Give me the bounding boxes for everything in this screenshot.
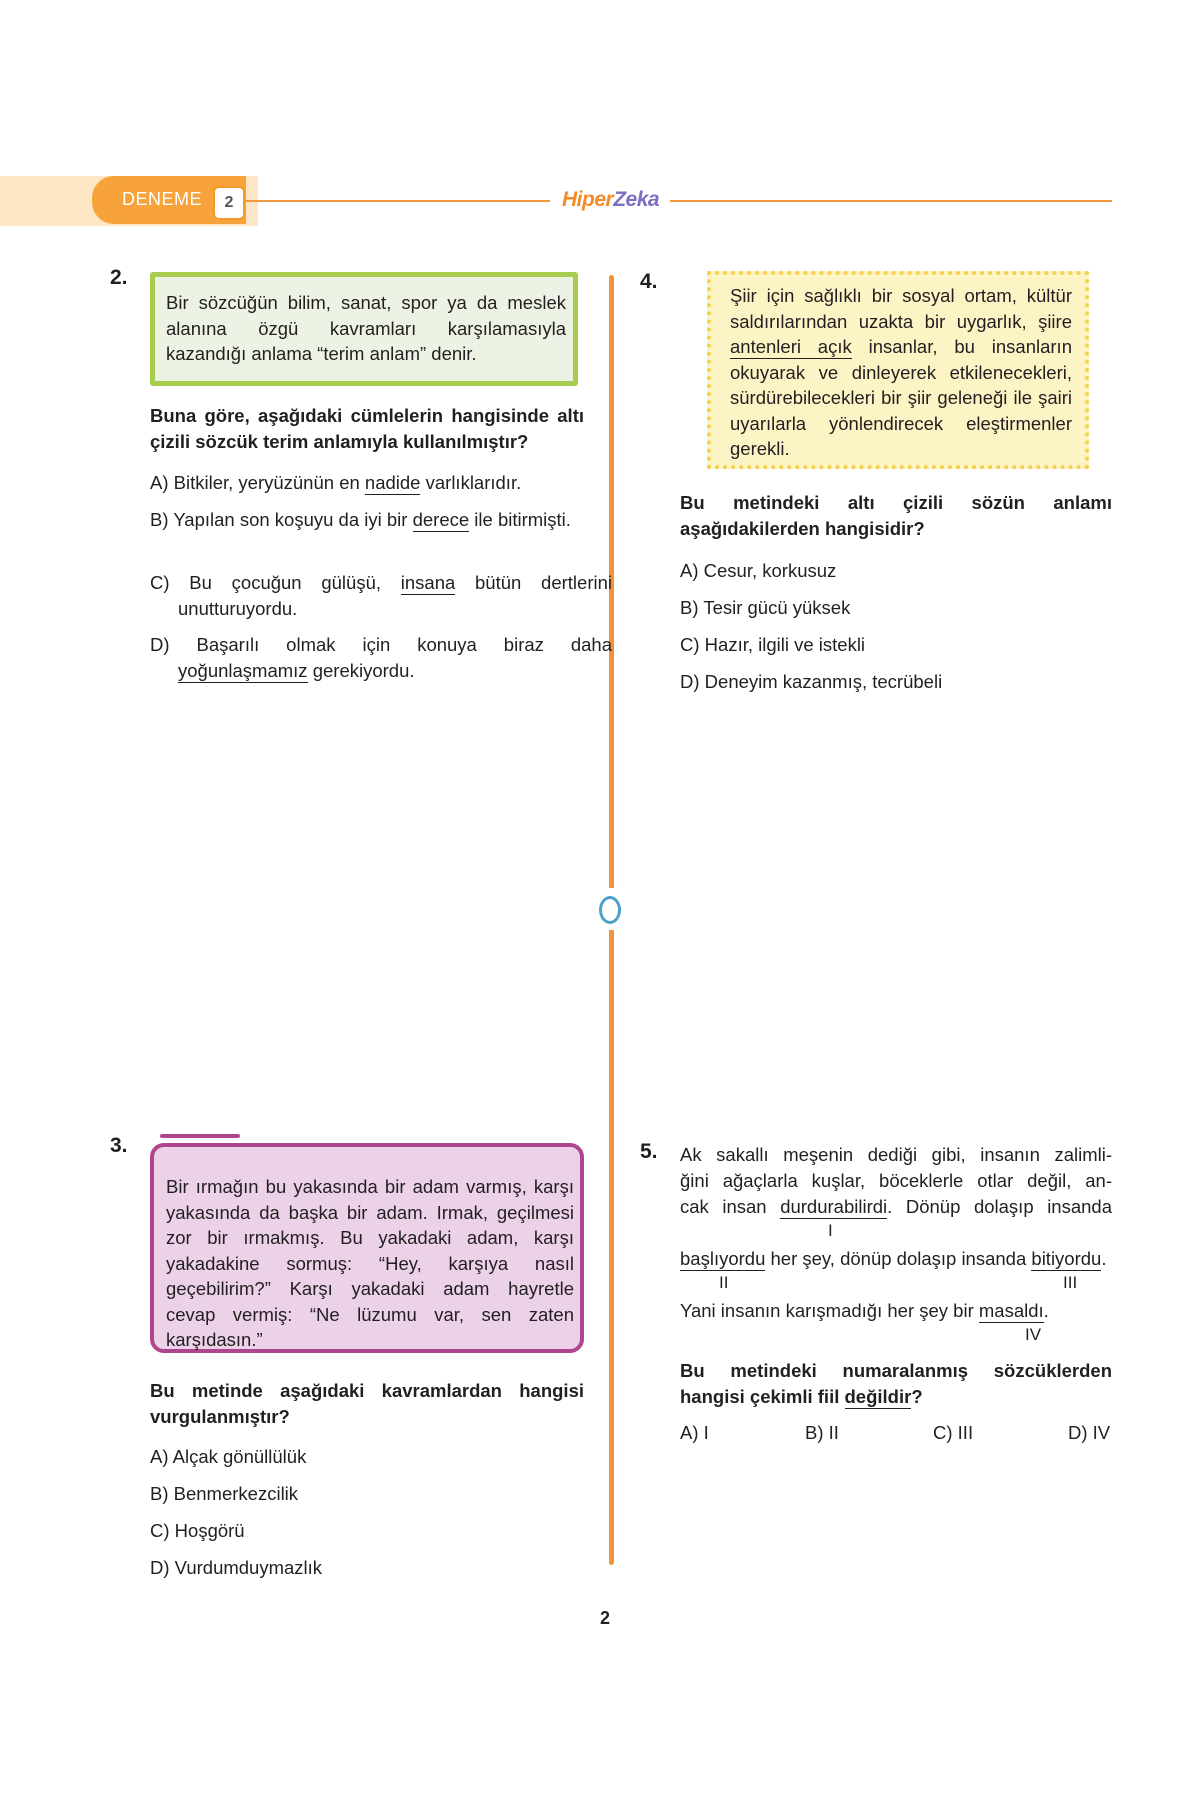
option-letter: A) xyxy=(150,472,169,493)
q5-option-c[interactable] xyxy=(933,1420,973,1446)
option-letter: C) xyxy=(150,1520,170,1541)
option-text: bütün dertlerini unutturuyordu. xyxy=(178,572,612,619)
page-number: 2 xyxy=(600,1608,611,1628)
q4-box-text xyxy=(730,283,1072,462)
q5-option-a[interactable] xyxy=(680,1420,709,1446)
brand-logo xyxy=(562,188,659,212)
brand-part-1: Hiper xyxy=(562,188,614,211)
q5-option-b[interactable] xyxy=(805,1420,839,1446)
option-text: IV xyxy=(1092,1422,1111,1443)
deneme-label: DENEME xyxy=(122,189,203,209)
option-letter: A) xyxy=(150,1446,169,1467)
q4-option-b[interactable] xyxy=(680,595,850,621)
q2-number: 2. xyxy=(110,266,128,289)
q5-text: . xyxy=(1101,1248,1107,1269)
q3-number: 3. xyxy=(110,1134,128,1157)
q5-line-2: ğini ağaçlarla kuşlar, böceklerle otlar değil, an- xyxy=(680,1170,1112,1191)
q5-line-4 xyxy=(680,1246,1112,1272)
q4-box-pre: Şiir için sağlıklı bir sosyal ortam, kültür saldırılarından uzakta bir uygarlık, şiire xyxy=(730,285,1072,332)
q3-box-decoration xyxy=(160,1134,240,1138)
numbered-word-4: masaldı xyxy=(978,1300,1044,1321)
q5-line-5 xyxy=(680,1298,1112,1324)
q5-text: her şey, dönüp dolaşıp insanda xyxy=(765,1248,1032,1269)
option-letter: B) xyxy=(680,597,699,618)
q5-text: Yani insanın karışmadığı her şey bir xyxy=(680,1300,979,1321)
option-text: Hazır, ilgili ve istekli xyxy=(704,634,866,655)
option-text: Alçak gönüllülük xyxy=(172,1446,307,1467)
q2-option-c[interactable] xyxy=(150,570,612,621)
q3-option-d[interactable] xyxy=(150,1555,322,1581)
q2-question: Buna göre, aşağıdaki cümlelerin hangisinde altı çizili sözcük terim anlamıyla kullanılmıştır? xyxy=(150,405,584,452)
q5-option-d[interactable] xyxy=(1068,1420,1110,1446)
numbered-word-3: bitiyordu xyxy=(1031,1248,1102,1269)
header-rule-right xyxy=(670,200,1112,202)
q5-line-3 xyxy=(680,1194,1112,1220)
brand-part-2: Zeka xyxy=(613,188,660,211)
numbered-word-2: başlıyordu xyxy=(680,1248,766,1269)
option-text: Benmerkezcilik xyxy=(173,1483,299,1504)
option-text: Vurdumduymazlık xyxy=(174,1557,323,1578)
q2-box-text: Bir sözcüğün bilim, sanat, spor ya da meslek alanına özgü kavramları karşılamasıyla kazandığı anlama “terim anlam” denir. xyxy=(166,292,566,364)
q3-question: Bu metinde aşağıdaki kavramlardan hangisi vurgulanmıştır? xyxy=(150,1380,584,1427)
option-text: Cesur, korkusuz xyxy=(703,560,837,581)
option-letter: C) xyxy=(933,1422,953,1443)
q3-option-b[interactable] xyxy=(150,1481,298,1507)
deneme-number: 2 xyxy=(213,186,245,220)
option-text: varlıklarıdır. xyxy=(420,472,522,493)
option-text: Yapılan son koşuyu da iyi bir xyxy=(173,509,413,530)
q5-line-1: Ak sakallı meşenin dediği gibi, insanın zalimli- xyxy=(680,1144,1112,1165)
option-text: Tesir gücü yüksek xyxy=(703,597,851,618)
q3-option-c[interactable] xyxy=(150,1518,245,1544)
underlined-phrase: antenleri açık xyxy=(730,336,852,357)
q2-option-d[interactable] xyxy=(150,632,612,683)
q5-text: . xyxy=(1043,1300,1049,1321)
header-rule-left xyxy=(246,200,550,202)
option-letter: A) xyxy=(680,1422,699,1443)
q5-number: 5. xyxy=(640,1140,658,1163)
q3-box-text: Bir ırmağın bu yakasında bir adam varmış, karşı yakasında da başka bir adam. Irmak, geçilmesi zor bir ırmakmış. Bu yakadaki adam, karşı yakadakine sormuş: “Hey, karşıya nasıl geçebilirim?” Karşı yakadaki adam hayretle cevap vermiş: “Ne lüzumu var, sen zaten karşıdasın.” xyxy=(166,1176,574,1350)
q5-question-text: ? xyxy=(911,1385,923,1407)
q5-question xyxy=(680,1358,1112,1409)
option-text: gerekiyordu. xyxy=(307,659,415,681)
option-text: I xyxy=(703,1422,709,1443)
option-letter: C) xyxy=(150,572,170,593)
option-letter: D) xyxy=(150,634,170,655)
q4-question: Bu metindeki altı çizili sözün anlamı aşağıdakilerden hangisidir? xyxy=(680,492,1112,539)
option-letter: B) xyxy=(150,509,169,530)
roman-numeral-4: IV xyxy=(1025,1325,1042,1344)
option-text: Hoşgörü xyxy=(174,1520,245,1541)
underlined-word: insana xyxy=(400,572,456,593)
underlined-word: değildir xyxy=(844,1385,912,1407)
numbered-word-1: durdurabilirdi xyxy=(780,1196,888,1217)
divider-logo-icon xyxy=(599,896,621,924)
q5-text: . Dönüp dolaşıp insanda xyxy=(887,1196,1112,1217)
option-letter: D) xyxy=(150,1557,170,1578)
option-letter: A) xyxy=(680,560,699,581)
q4-option-d[interactable] xyxy=(680,669,942,695)
roman-numeral-1: I xyxy=(828,1221,833,1240)
underlined-word: nadide xyxy=(364,472,421,493)
underlined-word: derece xyxy=(412,509,470,530)
roman-numeral-3: III xyxy=(1063,1273,1078,1292)
option-text: Bu çocuğun gülüşü, xyxy=(189,572,401,593)
q5-text: cak insan xyxy=(680,1196,781,1217)
option-text: Bitkiler, yeryüzünün en xyxy=(173,472,365,493)
option-text: III xyxy=(957,1422,974,1443)
q5-question-text: Bu metindeki numaralanmış sözcüklerden hangisi çekimli fiil xyxy=(680,1360,1112,1407)
option-letter: B) xyxy=(150,1483,169,1504)
q2-option-a[interactable] xyxy=(150,470,612,496)
q2-option-b[interactable] xyxy=(150,507,612,533)
option-letter: B) xyxy=(805,1422,824,1443)
q4-option-c[interactable] xyxy=(680,632,865,658)
q4-number: 4. xyxy=(640,270,658,293)
option-text: II xyxy=(828,1422,839,1443)
q4-option-a[interactable] xyxy=(680,558,836,584)
q3-option-a[interactable] xyxy=(150,1444,306,1470)
option-text: Başarılı olmak için konuya biraz daha xyxy=(196,634,613,655)
underlined-word: yoğunlaşmamız xyxy=(178,659,308,681)
q4-box-post: insanlar, bu insanların okuyarak ve dinleyerek etkilenecekleri, sürdürebilecekleri bir şiir geleneği ile şairi uyarılarla yönlendirecek eleştirmenler gerekli. xyxy=(730,336,1072,459)
option-text: Deneyim kazanmış, tecrübeli xyxy=(704,671,943,692)
option-letter: C) xyxy=(680,634,700,655)
roman-numeral-2: II xyxy=(719,1273,729,1292)
option-text: ile bitirmişti. xyxy=(469,509,571,530)
option-letter: D) xyxy=(1068,1422,1088,1443)
option-letter: D) xyxy=(680,671,700,692)
